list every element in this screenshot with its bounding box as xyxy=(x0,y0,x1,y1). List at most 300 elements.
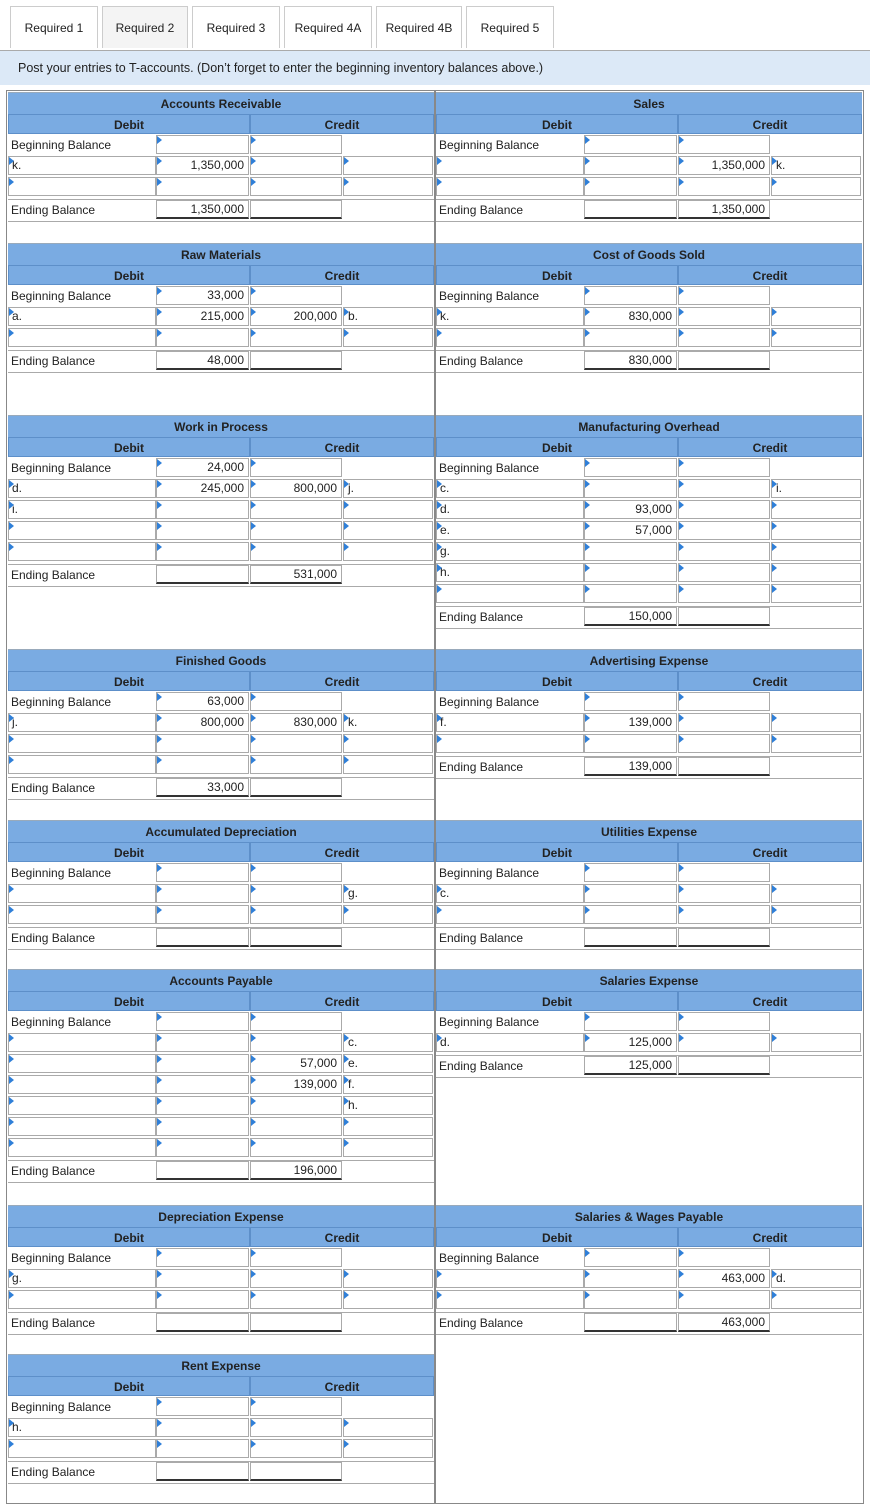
ending-balance-label: Ending Balance xyxy=(11,203,96,217)
entry-debit-input[interactable] xyxy=(584,177,677,196)
beginning-debit-input[interactable] xyxy=(156,135,249,154)
entry-ref-right-input[interactable] xyxy=(771,905,861,924)
entry-ref-input[interactable] xyxy=(8,1096,156,1115)
ending-debit-value xyxy=(156,1161,249,1180)
beginning-debit-input[interactable] xyxy=(156,1248,249,1267)
entry-credit-input[interactable] xyxy=(678,521,770,540)
beginning-debit-input[interactable] xyxy=(584,692,677,711)
debit-header: Debit xyxy=(436,437,678,457)
credit-header: Credit xyxy=(250,991,434,1011)
entry-credit-input[interactable] xyxy=(678,713,770,732)
entry-ref-input[interactable] xyxy=(8,905,156,924)
entry-ref-right-input[interactable] xyxy=(343,1138,433,1157)
entry-ref-input[interactable] xyxy=(436,328,584,347)
beginning-balance-label: Beginning Balance xyxy=(439,695,540,709)
beginning-credit-input[interactable] xyxy=(250,1248,342,1267)
entry-ref-input[interactable] xyxy=(8,1138,156,1157)
account-title: Rent Expense xyxy=(8,1354,434,1377)
entry-credit-input[interactable]: 57,000 xyxy=(250,1054,342,1073)
tab-required-3[interactable]: Required 3 xyxy=(192,6,280,48)
entry-ref-input[interactable]: c. xyxy=(436,479,584,498)
entry-debit-input[interactable] xyxy=(584,479,677,498)
entry-credit-input[interactable] xyxy=(678,307,770,326)
account-title: Accounts Receivable xyxy=(8,92,434,115)
entry-ref-right-input[interactable] xyxy=(343,755,433,774)
ending-credit-value: 531,000 xyxy=(250,565,342,584)
beginning-credit-input[interactable] xyxy=(678,1012,770,1031)
row-divider xyxy=(8,586,434,587)
beginning-credit-input[interactable] xyxy=(250,863,342,882)
beginning-debit-input[interactable]: 33,000 xyxy=(156,286,249,305)
debit-header: Debit xyxy=(8,1227,250,1247)
entry-debit-input[interactable] xyxy=(584,542,677,561)
row-divider xyxy=(436,628,862,629)
beginning-debit-input[interactable] xyxy=(156,1012,249,1031)
beginning-balance-label: Beginning Balance xyxy=(439,1015,540,1029)
row-divider xyxy=(8,1334,434,1335)
beginning-balance-label: Beginning Balance xyxy=(439,866,540,880)
entry-debit-input[interactable] xyxy=(156,1075,249,1094)
tab-required-4a[interactable]: Required 4A xyxy=(284,6,372,48)
entry-ref-input[interactable] xyxy=(8,328,156,347)
entry-debit-input[interactable] xyxy=(584,884,677,903)
entry-ref-right-input[interactable] xyxy=(771,307,861,326)
account-title: Accounts Payable xyxy=(8,969,434,992)
account-title: Manufacturing Overhead xyxy=(436,415,862,438)
entry-ref-right-input[interactable]: h. xyxy=(343,1096,433,1115)
entry-ref-right-input[interactable] xyxy=(771,1290,861,1309)
entry-ref-input[interactable]: k. xyxy=(8,156,156,175)
credit-header: Credit xyxy=(678,842,862,862)
entry-credit-input[interactable] xyxy=(250,884,342,903)
entry-ref-input[interactable] xyxy=(436,1290,584,1309)
beginning-credit-input[interactable] xyxy=(678,135,770,154)
entry-debit-input[interactable]: 1,350,000 xyxy=(156,156,249,175)
entry-debit-input[interactable]: 245,000 xyxy=(156,479,249,498)
entry-ref-input[interactable] xyxy=(8,1439,156,1458)
row-divider xyxy=(436,1077,862,1078)
entry-debit-input[interactable] xyxy=(156,328,249,347)
beginning-balance-label: Beginning Balance xyxy=(11,1400,112,1414)
beginning-balance-label: Beginning Balance xyxy=(11,289,112,303)
credit-header: Credit xyxy=(250,671,434,691)
entry-credit-input[interactable] xyxy=(678,479,770,498)
entry-ref-input[interactable]: k. xyxy=(436,307,584,326)
entry-ref-input[interactable] xyxy=(436,156,584,175)
entry-ref-right-input[interactable]: f. xyxy=(343,1075,433,1094)
entry-ref-input[interactable] xyxy=(8,1117,156,1136)
ending-credit-value xyxy=(678,351,770,370)
entry-credit-input[interactable] xyxy=(250,1269,342,1288)
entry-ref-input[interactable] xyxy=(436,584,584,603)
entry-credit-input[interactable] xyxy=(678,884,770,903)
entry-debit-input[interactable]: 215,000 xyxy=(156,307,249,326)
beginning-credit-input[interactable] xyxy=(678,863,770,882)
ending-debit-value xyxy=(584,200,677,219)
entry-ref-right-input[interactable] xyxy=(343,905,433,924)
credit-header: Credit xyxy=(678,265,862,285)
beginning-debit-input[interactable]: 63,000 xyxy=(156,692,249,711)
entry-credit-input[interactable] xyxy=(250,755,342,774)
credit-header: Credit xyxy=(250,265,434,285)
entry-credit-input[interactable] xyxy=(678,584,770,603)
entry-ref-right-input[interactable]: k. xyxy=(343,713,433,732)
entry-ref-input[interactable]: d. xyxy=(436,500,584,519)
debit-header: Debit xyxy=(436,842,678,862)
entry-debit-input[interactable] xyxy=(584,734,677,753)
entry-credit-input[interactable] xyxy=(250,500,342,519)
entry-ref-input[interactable] xyxy=(8,755,156,774)
account-title: Utilities Expense xyxy=(436,820,862,843)
entry-ref-right-input[interactable]: j. xyxy=(343,479,433,498)
instruction-text: Post your entries to T-accounts. (Don’t forget to enter the beginning inventory balances above.) xyxy=(18,61,544,75)
account-title: Depreciation Expense xyxy=(8,1205,434,1228)
ending-debit-value: 150,000 xyxy=(584,607,677,626)
row-divider xyxy=(8,372,434,373)
entry-ref-right-input[interactable] xyxy=(771,500,861,519)
entry-credit-input[interactable] xyxy=(250,905,342,924)
beginning-debit-input[interactable] xyxy=(584,458,677,477)
account-title: Finished Goods xyxy=(8,649,434,672)
beginning-balance-label: Beginning Balance xyxy=(11,1015,112,1029)
entry-credit-input[interactable] xyxy=(250,1117,342,1136)
entry-credit-input[interactable] xyxy=(678,500,770,519)
ending-debit-value xyxy=(584,928,677,947)
entry-credit-input[interactable] xyxy=(250,1096,342,1115)
entry-debit-input[interactable] xyxy=(156,1138,249,1157)
beginning-balance-label: Beginning Balance xyxy=(439,1251,540,1265)
ending-credit-value: 1,350,000 xyxy=(678,200,770,219)
entry-credit-input[interactable] xyxy=(250,1290,342,1309)
ending-credit-value xyxy=(678,757,770,776)
entry-ref-right-input[interactable] xyxy=(771,713,861,732)
tab-required-2[interactable]: Required 2 xyxy=(102,6,188,48)
entry-debit-input[interactable] xyxy=(156,755,249,774)
entry-ref-input[interactable]: a. xyxy=(8,307,156,326)
row-divider xyxy=(436,372,862,373)
account-title: Accumulated Depreciation xyxy=(8,820,434,843)
entry-credit-input[interactable]: 830,000 xyxy=(250,713,342,732)
entry-ref-right-input[interactable]: c. xyxy=(343,1033,433,1052)
entry-ref-right-input[interactable]: i. xyxy=(771,479,861,498)
tab-required-5[interactable]: Required 5 xyxy=(466,6,554,48)
entry-debit-input[interactable] xyxy=(156,734,249,753)
credit-header: Credit xyxy=(250,842,434,862)
ending-balance-label: Ending Balance xyxy=(11,931,96,945)
entry-debit-input[interactable] xyxy=(584,328,677,347)
credit-header: Credit xyxy=(678,437,862,457)
entry-ref-right-input[interactable] xyxy=(343,542,433,561)
ending-debit-value: 33,000 xyxy=(156,778,249,797)
entry-ref-input[interactable] xyxy=(8,734,156,753)
entry-credit-input[interactable] xyxy=(250,1439,342,1458)
entry-debit-input[interactable] xyxy=(584,584,677,603)
entry-debit-input[interactable]: 139,000 xyxy=(584,713,677,732)
entry-ref-right-input[interactable] xyxy=(343,1439,433,1458)
entry-ref-right-input[interactable] xyxy=(771,328,861,347)
ending-balance-label: Ending Balance xyxy=(439,354,524,368)
entry-ref-right-input[interactable] xyxy=(343,1269,433,1288)
entry-ref-input[interactable]: h. xyxy=(436,563,584,582)
row-divider xyxy=(8,1483,434,1484)
ending-credit-value xyxy=(250,200,342,219)
tab-required-1[interactable]: Required 1 xyxy=(10,6,98,48)
entry-ref-right-input[interactable] xyxy=(771,177,861,196)
ending-balance-label: Ending Balance xyxy=(11,1465,96,1479)
ending-debit-value xyxy=(156,565,249,584)
entry-debit-input[interactable]: 57,000 xyxy=(584,521,677,540)
entry-debit-input[interactable] xyxy=(156,500,249,519)
entry-credit-input[interactable] xyxy=(678,1033,770,1052)
beginning-credit-input[interactable] xyxy=(250,692,342,711)
entry-credit-input[interactable]: 200,000 xyxy=(250,307,342,326)
beginning-debit-input[interactable] xyxy=(156,1397,249,1416)
beginning-credit-input[interactable] xyxy=(250,286,342,305)
ending-balance-label: Ending Balance xyxy=(11,354,96,368)
entry-ref-right-input[interactable] xyxy=(771,884,861,903)
beginning-credit-input[interactable] xyxy=(250,135,342,154)
ending-balance-label: Ending Balance xyxy=(439,931,524,945)
ending-balance-label: Ending Balance xyxy=(439,760,524,774)
entry-ref-input[interactable] xyxy=(8,884,156,903)
entry-credit-input[interactable] xyxy=(678,177,770,196)
entry-debit-input[interactable] xyxy=(156,177,249,196)
entry-ref-right-input[interactable]: d. xyxy=(771,1269,861,1288)
entry-credit-input[interactable] xyxy=(678,905,770,924)
entry-debit-input[interactable] xyxy=(156,1033,249,1052)
beginning-balance-label: Beginning Balance xyxy=(11,461,112,475)
entry-credit-input[interactable] xyxy=(250,542,342,561)
beginning-debit-input[interactable] xyxy=(584,1012,677,1031)
credit-header: Credit xyxy=(250,437,434,457)
entry-ref-right-input[interactable] xyxy=(343,521,433,540)
entry-ref-input[interactable]: c. xyxy=(436,884,584,903)
ending-credit-value xyxy=(678,928,770,947)
account-title: Cost of Goods Sold xyxy=(436,243,862,266)
entry-debit-input[interactable] xyxy=(156,1290,249,1309)
beginning-balance-label: Beginning Balance xyxy=(439,138,540,152)
entry-ref-right-input[interactable] xyxy=(771,563,861,582)
credit-header: Credit xyxy=(678,114,862,134)
beginning-debit-input[interactable]: 24,000 xyxy=(156,458,249,477)
debit-header: Debit xyxy=(8,671,250,691)
entry-debit-input[interactable] xyxy=(156,1054,249,1073)
entry-debit-input[interactable]: 125,000 xyxy=(584,1033,677,1052)
ending-balance-label: Ending Balance xyxy=(439,1059,524,1073)
entry-credit-input[interactable] xyxy=(250,734,342,753)
beginning-debit-input[interactable] xyxy=(156,863,249,882)
row-divider xyxy=(8,949,434,950)
entry-debit-input[interactable]: 830,000 xyxy=(584,307,677,326)
beginning-credit-input[interactable] xyxy=(250,1397,342,1416)
entry-ref-input[interactable] xyxy=(8,542,156,561)
entry-ref-right-input[interactable]: k. xyxy=(771,156,861,175)
ending-credit-value: 463,000 xyxy=(678,1313,770,1332)
entry-debit-input[interactable] xyxy=(584,156,677,175)
entry-credit-input[interactable] xyxy=(250,521,342,540)
entry-ref-input[interactable] xyxy=(8,1054,156,1073)
ending-balance-label: Ending Balance xyxy=(11,1164,96,1178)
entry-ref-input[interactable] xyxy=(8,1290,156,1309)
ending-balance-label: Ending Balance xyxy=(439,610,524,624)
beginning-credit-input[interactable] xyxy=(678,286,770,305)
row-divider xyxy=(8,799,434,800)
debit-header: Debit xyxy=(436,671,678,691)
beginning-balance-label: Beginning Balance xyxy=(439,461,540,475)
debit-header: Debit xyxy=(436,114,678,134)
row-divider xyxy=(8,1182,434,1183)
entry-ref-input[interactable] xyxy=(8,521,156,540)
instruction-banner xyxy=(0,51,870,85)
entry-ref-input[interactable] xyxy=(436,905,584,924)
entry-credit-input[interactable] xyxy=(678,563,770,582)
entry-debit-input[interactable] xyxy=(584,1269,677,1288)
entry-credit-input[interactable]: 139,000 xyxy=(250,1075,342,1094)
entry-ref-input[interactable]: g. xyxy=(436,542,584,561)
entry-credit-input[interactable] xyxy=(250,328,342,347)
account-title: Advertising Expense xyxy=(436,649,862,672)
ending-credit-value xyxy=(678,1056,770,1075)
ending-debit-value: 1,350,000 xyxy=(156,200,249,219)
row-divider xyxy=(8,221,434,222)
entry-credit-input[interactable] xyxy=(250,1033,342,1052)
entry-ref-right-input[interactable]: g. xyxy=(343,884,433,903)
entry-debit-input[interactable] xyxy=(156,884,249,903)
debit-header: Debit xyxy=(436,265,678,285)
beginning-credit-input[interactable] xyxy=(250,458,342,477)
entry-credit-input[interactable] xyxy=(250,1138,342,1157)
entry-ref-input[interactable] xyxy=(436,1269,584,1288)
entry-debit-input[interactable] xyxy=(156,521,249,540)
tab-required-4b[interactable]: Required 4B xyxy=(376,6,462,48)
entry-ref-input[interactable]: e. xyxy=(436,521,584,540)
debit-header: Debit xyxy=(436,991,678,1011)
beginning-debit-input[interactable] xyxy=(584,135,677,154)
credit-header: Credit xyxy=(250,114,434,134)
beginning-credit-input[interactable] xyxy=(678,1248,770,1267)
entry-debit-input[interactable] xyxy=(156,1418,249,1437)
ending-credit-value xyxy=(250,778,342,797)
entry-debit-input[interactable]: 93,000 xyxy=(584,500,677,519)
entry-credit-input[interactable] xyxy=(250,156,342,175)
debit-header: Debit xyxy=(8,114,250,134)
credit-header: Credit xyxy=(678,1227,862,1247)
account-title: Salaries Expense xyxy=(436,969,862,992)
entry-credit-input[interactable] xyxy=(678,328,770,347)
entry-ref-input[interactable]: h. xyxy=(8,1418,156,1437)
ending-debit-value: 125,000 xyxy=(584,1056,677,1075)
ending-debit-value xyxy=(156,928,249,947)
ending-debit-value: 48,000 xyxy=(156,351,249,370)
entry-ref-right-input[interactable] xyxy=(771,542,861,561)
entry-credit-input[interactable] xyxy=(678,542,770,561)
entry-ref-input[interactable]: d. xyxy=(8,479,156,498)
debit-header: Debit xyxy=(8,265,250,285)
entry-credit-input[interactable]: 800,000 xyxy=(250,479,342,498)
entry-debit-input[interactable] xyxy=(156,905,249,924)
debit-header: Debit xyxy=(8,1376,250,1396)
entry-ref-right-input[interactable] xyxy=(343,177,433,196)
account-title: Raw Materials xyxy=(8,243,434,266)
entry-debit-input[interactable] xyxy=(584,563,677,582)
ending-credit-value xyxy=(678,607,770,626)
entry-debit-input[interactable]: 800,000 xyxy=(156,713,249,732)
entry-debit-input[interactable] xyxy=(156,1117,249,1136)
entry-ref-input[interactable] xyxy=(8,1075,156,1094)
entry-ref-right-input[interactable] xyxy=(343,1290,433,1309)
entry-ref-input[interactable] xyxy=(436,734,584,753)
entry-ref-right-input[interactable] xyxy=(343,156,433,175)
beginning-credit-input[interactable] xyxy=(678,458,770,477)
entry-ref-right-input[interactable] xyxy=(343,1117,433,1136)
ending-balance-label: Ending Balance xyxy=(439,203,524,217)
entry-debit-input[interactable] xyxy=(156,542,249,561)
entry-ref-right-input[interactable] xyxy=(771,1033,861,1052)
entry-ref-right-input[interactable] xyxy=(771,584,861,603)
entry-ref-input[interactable]: d. xyxy=(436,1033,584,1052)
entry-ref-right-input[interactable] xyxy=(343,734,433,753)
account-title: Work in Process xyxy=(8,415,434,438)
beginning-balance-label: Beginning Balance xyxy=(11,1251,112,1265)
entry-ref-right-input[interactable] xyxy=(343,500,433,519)
entry-ref-right-input[interactable]: b. xyxy=(343,307,433,326)
entry-ref-input[interactable]: f. xyxy=(436,713,584,732)
entry-ref-input[interactable]: g. xyxy=(8,1269,156,1288)
entry-debit-input[interactable] xyxy=(156,1439,249,1458)
ending-credit-value xyxy=(250,928,342,947)
entry-ref-right-input[interactable] xyxy=(771,521,861,540)
tab-bar xyxy=(10,6,558,50)
beginning-balance-label: Beginning Balance xyxy=(11,695,112,709)
entry-debit-input[interactable] xyxy=(584,905,677,924)
entry-credit-input[interactable] xyxy=(250,177,342,196)
beginning-debit-input[interactable] xyxy=(584,1248,677,1267)
entry-credit-input[interactable] xyxy=(678,734,770,753)
beginning-balance-label: Beginning Balance xyxy=(11,866,112,880)
entry-ref-input[interactable] xyxy=(8,1033,156,1052)
entry-debit-input[interactable] xyxy=(156,1096,249,1115)
entry-ref-right-input[interactable] xyxy=(771,734,861,753)
beginning-balance-label: Beginning Balance xyxy=(439,289,540,303)
entry-credit-input[interactable]: 1,350,000 xyxy=(678,156,770,175)
entry-ref-input[interactable]: j. xyxy=(8,713,156,732)
row-divider xyxy=(436,778,862,779)
entry-ref-right-input[interactable] xyxy=(343,1418,433,1437)
row-divider xyxy=(436,1334,862,1335)
entry-credit-input[interactable]: 463,000 xyxy=(678,1269,770,1288)
entry-ref-input[interactable] xyxy=(436,177,584,196)
beginning-debit-input[interactable] xyxy=(584,286,677,305)
beginning-debit-input[interactable] xyxy=(584,863,677,882)
credit-header: Credit xyxy=(250,1227,434,1247)
ending-debit-value xyxy=(156,1462,249,1481)
entry-ref-right-input[interactable]: e. xyxy=(343,1054,433,1073)
ending-balance-label: Ending Balance xyxy=(11,781,96,795)
entry-credit-input[interactable] xyxy=(250,1418,342,1437)
entry-ref-input[interactable] xyxy=(8,177,156,196)
entry-debit-input[interactable] xyxy=(156,1269,249,1288)
credit-header: Credit xyxy=(678,671,862,691)
entry-ref-input[interactable]: i. xyxy=(8,500,156,519)
entry-credit-input[interactable] xyxy=(678,1290,770,1309)
ending-credit-value xyxy=(250,1313,342,1332)
account-title: Sales xyxy=(436,92,862,115)
beginning-credit-input[interactable] xyxy=(250,1012,342,1031)
entry-debit-input[interactable] xyxy=(584,1290,677,1309)
beginning-credit-input[interactable] xyxy=(678,692,770,711)
row-divider xyxy=(436,949,862,950)
entry-ref-right-input[interactable] xyxy=(343,328,433,347)
